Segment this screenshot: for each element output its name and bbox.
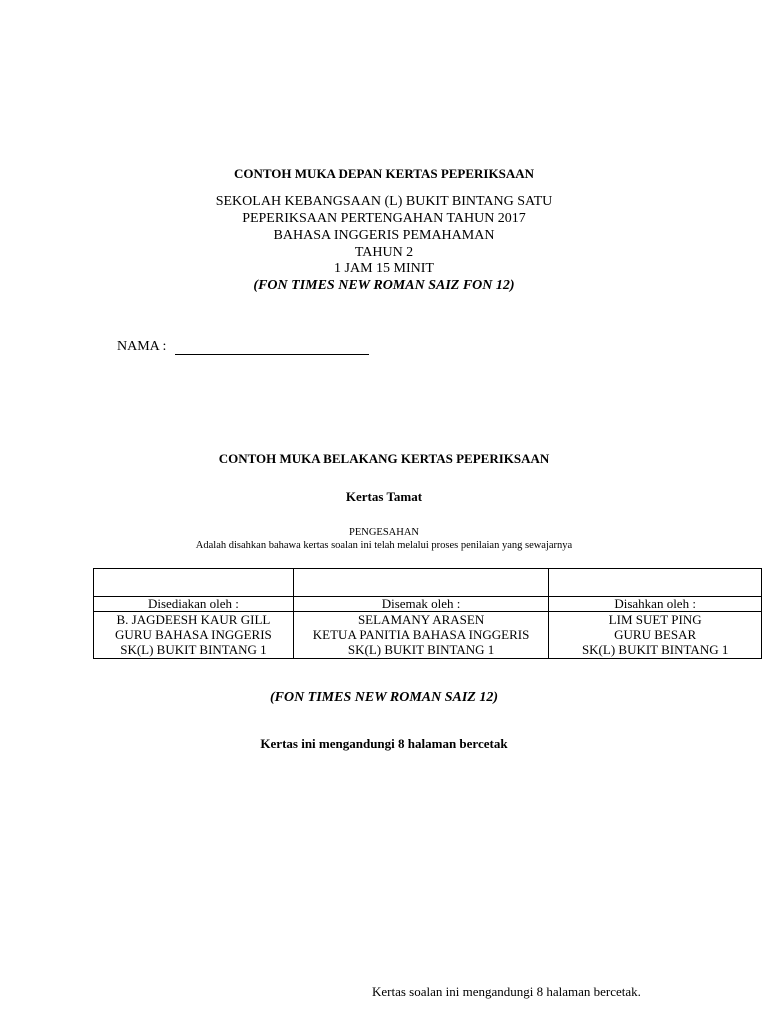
school-name: SEKOLAH KEBANGSAAN (L) BUKIT BINTANG SATU [215, 194, 553, 209]
checker-cell [293, 612, 548, 659]
preparer-name: B. JAGDEESH KAUR GILL [116, 612, 271, 627]
preparer-cell [94, 612, 294, 659]
signature-cell [94, 569, 294, 597]
preparer-school: SK(L) BUKIT BINTANG 1 [120, 642, 267, 657]
approver-school: SK(L) BUKIT BINTANG 1 [581, 642, 729, 657]
table-header: Disediakan oleh : [94, 597, 294, 612]
end-label: Kertas Tamat [345, 489, 423, 504]
approver-name: LIM SUET PING [608, 612, 702, 627]
table-header: Disemak oleh : [293, 597, 548, 612]
checker-role: KETUA PANITIA BAHASA INGGERIS [312, 627, 530, 642]
approver-role: GURU BESAR [614, 627, 697, 642]
subject-name: BAHASA INGGERIS PEMAHAMAN [273, 228, 495, 243]
back-heading: CONTOH MUKA BELAKANG KERTAS PEPERIKSAAN [218, 451, 550, 466]
table-header-row [94, 597, 762, 612]
footer-text: Kertas soalan ini mengandungi 8 halaman bercetak. [372, 984, 641, 999]
duration-label: 1 JAM 15 MINIT [334, 261, 434, 276]
table-header: Disahkan oleh : [549, 597, 762, 612]
approval-title: PENGESAHAN [348, 527, 419, 538]
exam-name: PEPERIKSAAN PERTENGAHAN TAHUN 2017 [242, 211, 526, 226]
preparer-role: GURU BAHASA INGGERIS [115, 627, 272, 642]
front-heading: CONTOH MUKA DEPAN KERTAS PEPERIKSAAN [233, 166, 534, 181]
table-row [94, 569, 762, 597]
approval-text: Adalah disahkan bahawa kertas soalan ini telah melalui proses penilaian yang sewajarnya [195, 540, 573, 551]
checker-name: SELAMANY ARASEN [357, 612, 485, 627]
back-font-note: (FON TIMES NEW ROMAN SAIZ 12) [269, 690, 499, 705]
checker-school: SK(L) BUKIT BINTANG 1 [347, 642, 495, 657]
signature-cell [293, 569, 548, 597]
front-font-note: (FON TIMES NEW ROMAN SAIZ FON 12) [253, 278, 515, 293]
name-label: NAMA : [117, 339, 167, 354]
approval-table [93, 568, 762, 659]
name-blank-line [175, 354, 369, 355]
year-label: TAHUN 2 [354, 245, 414, 260]
table-row [94, 612, 762, 659]
pages-note: Kertas ini mengandungi 8 halaman bercetak [260, 736, 508, 751]
signature-cell [549, 569, 762, 597]
approver-cell [549, 612, 762, 659]
